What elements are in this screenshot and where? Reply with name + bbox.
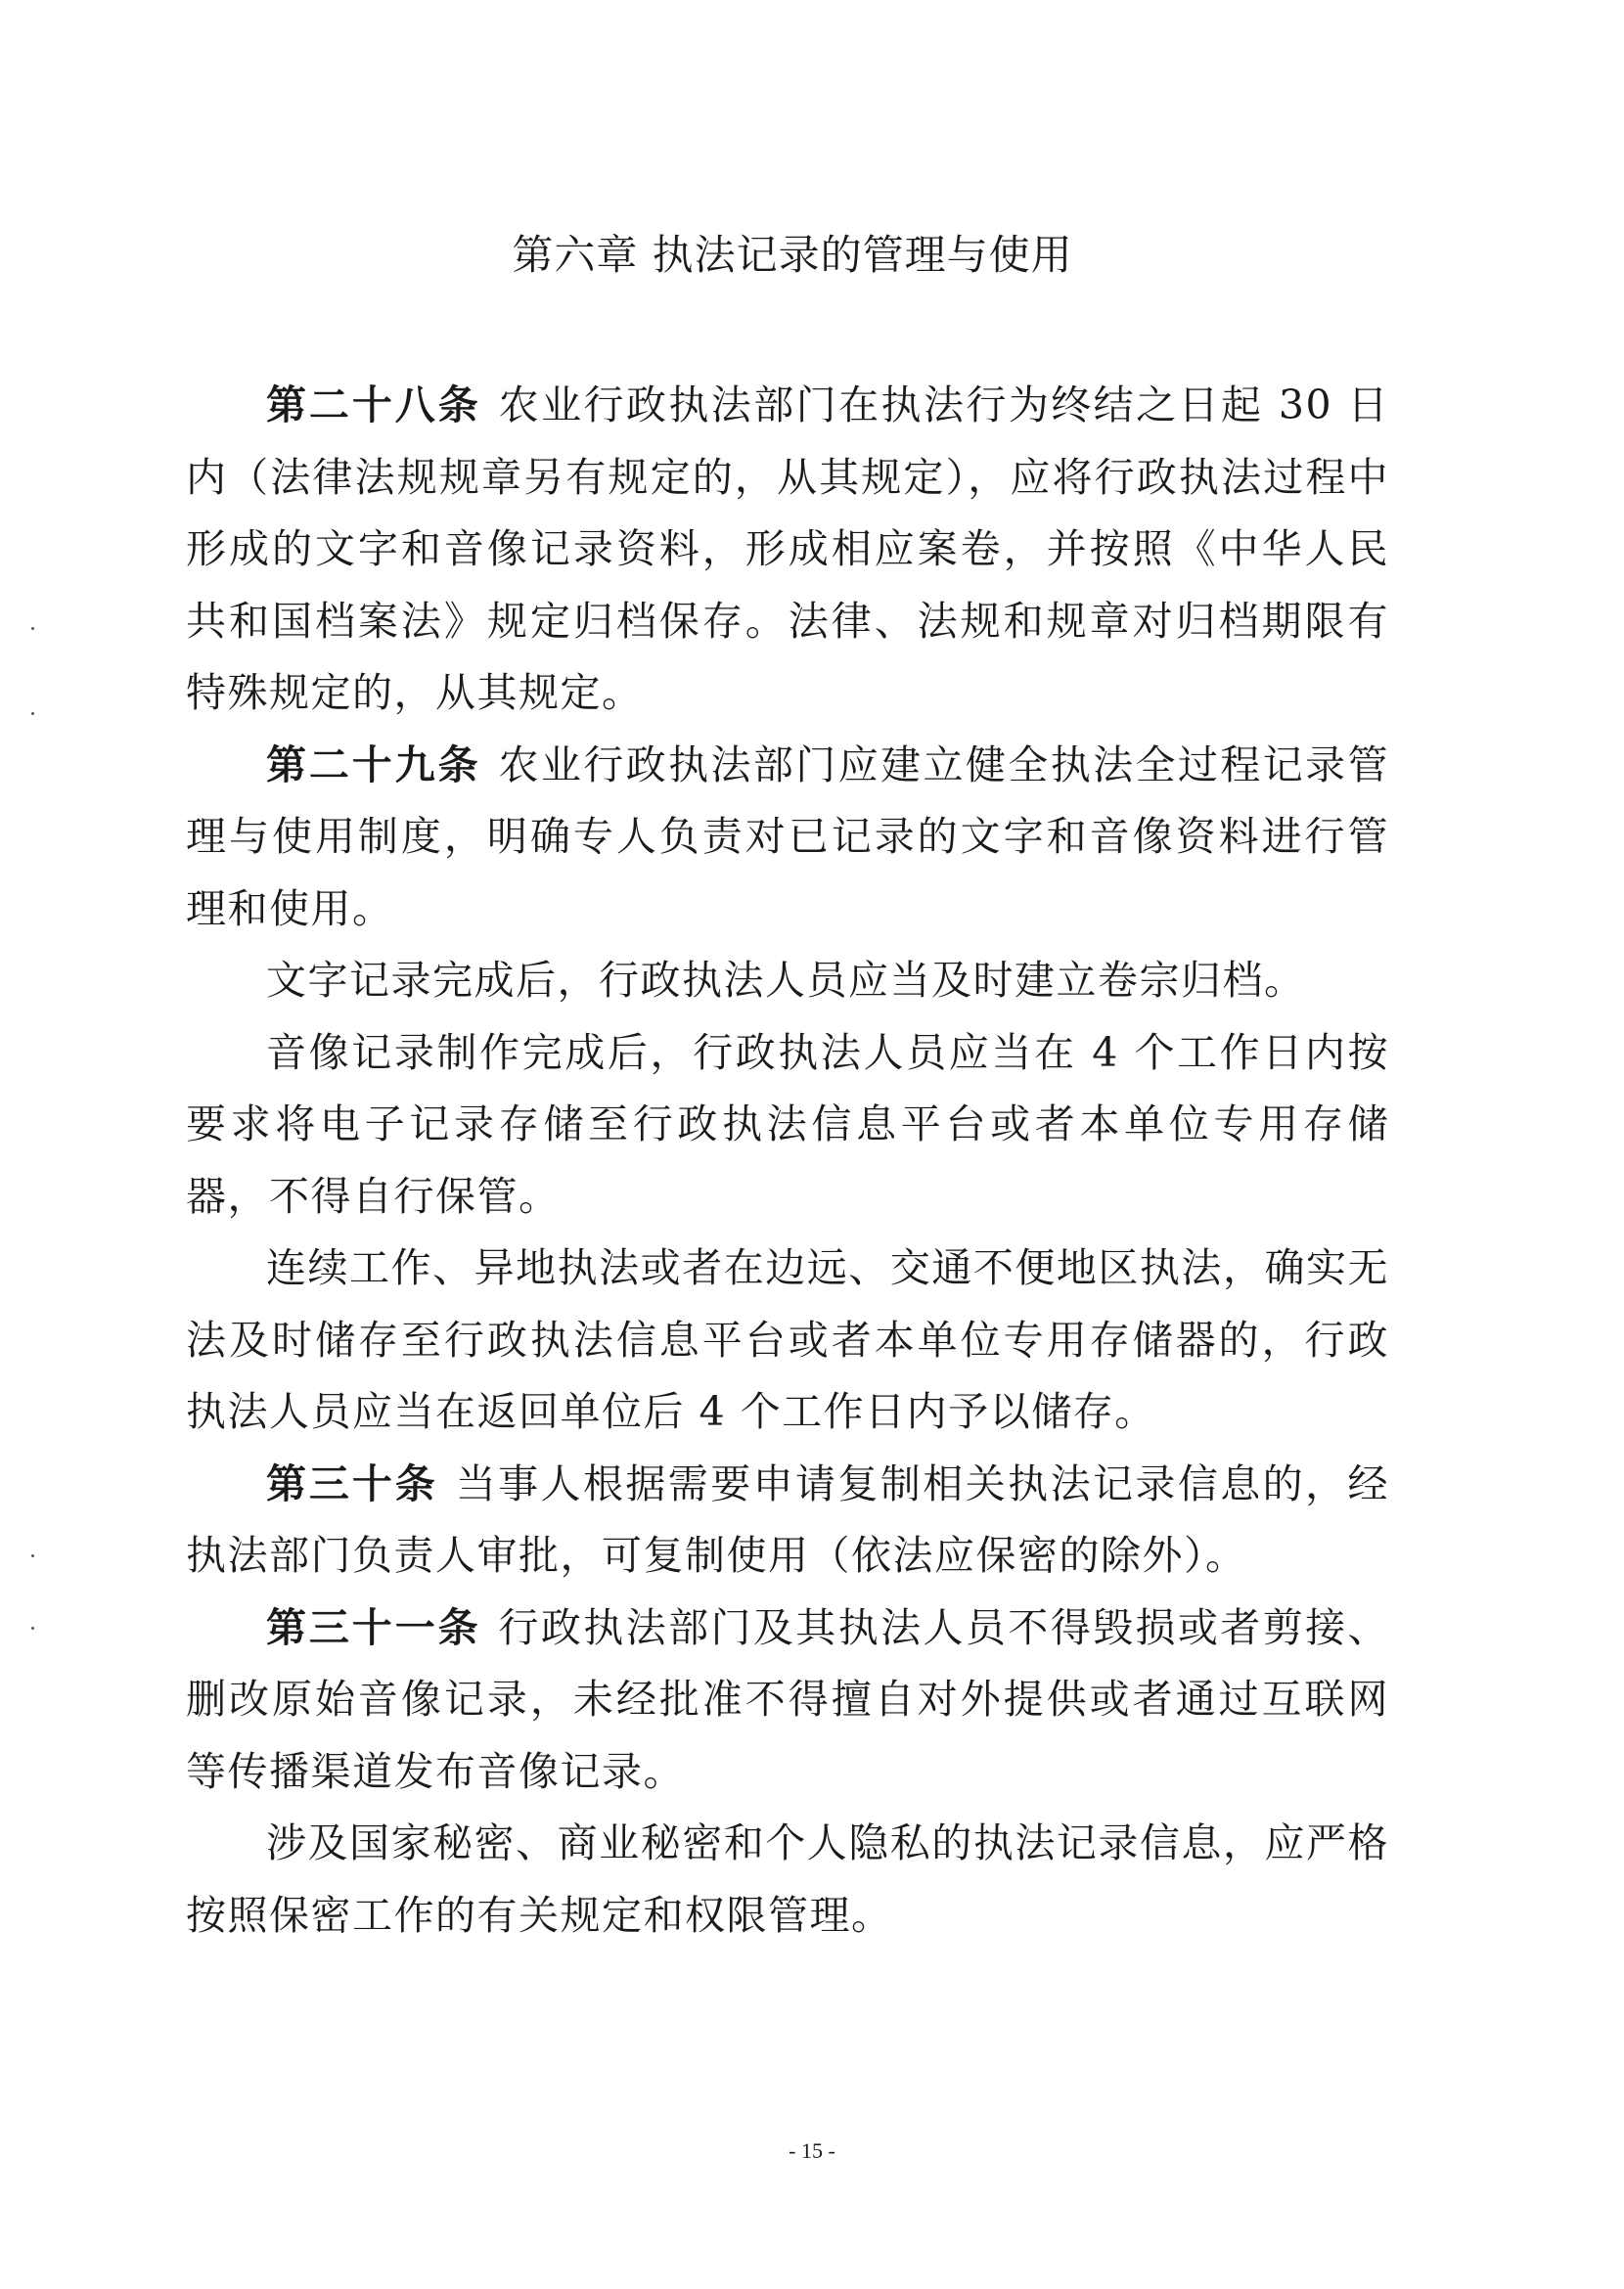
paragraph-article-30 <box>186 1449 1389 1593</box>
article-number: 第三十一条 <box>266 1603 481 1651</box>
paragraph-text: 音像记录制作完成后，行政执法人员应当在 4 个工作日内按要求将电子记录存储至行政执法信息平台或者本单位专用存储器，不得自行保管。 <box>186 1028 1389 1220</box>
margin-mark <box>31 1554 34 1557</box>
chapter-title: 第六章 执法记录的管理与使用 <box>512 231 1073 279</box>
paragraph-text: 文字记录完成后，行政执法人员应当及时建立卷宗归档。 <box>266 957 1306 1004</box>
paragraph-text: 农业行政执法部门应建立健全执法全过程记录管理与使用制度，明确专人负责对已记录的文字和音像资料进行管理和使用。 <box>186 741 1389 932</box>
paragraph-article-29 <box>186 730 1389 946</box>
paragraph-text: 连续工作、异地执法或者在边远、交通不便地区执法，确实无法及时储存至行政执法信息平台或者本单位专用存储器的，行政执法人员应当在返回单位后 4 个工作日内予以储存。 <box>186 1244 1389 1435</box>
paragraph-text: 农业行政执法部门在执法行为终结之日起 30 日内（法律法规规章另有规定的，从其规定），应将行政执法过程中形成的文字和音像记录资料，形成相应案卷，并按照《中华人民共和国档案法》规定归档保存。法律、法规和规章对归档期限有特殊规定的，从其规定。 <box>186 382 1390 716</box>
paragraph <box>186 1808 1389 1952</box>
margin-mark <box>31 712 34 715</box>
paragraph-article-28 <box>186 370 1389 730</box>
page-number: - 15 - <box>789 2138 835 2163</box>
document-body <box>186 370 1389 1952</box>
article-number: 第三十条 <box>266 1459 438 1507</box>
paragraph <box>186 945 1389 1017</box>
article-number: 第二十八条 <box>266 382 481 428</box>
paragraph-text: 涉及国家秘密、商业秘密和个人隐私的执法记录信息，应严格按照保密工作的有关规定和权限管理。 <box>186 1819 1389 1939</box>
margin-mark <box>31 1627 34 1630</box>
margin-mark <box>31 627 34 630</box>
paragraph <box>186 1233 1389 1449</box>
paragraph-article-31 <box>186 1593 1389 1809</box>
paragraph-text: 行政执法部门及其执法人员不得毁损或者剪接、删改原始音像记录，未经批准不得擅自对外提供或者通过互联网等传播渠道发布音像记录。 <box>186 1603 1389 1795</box>
paragraph-text: 当事人根据需要申请复制相关执法记录信息的，经执法部门负责人审批，可复制使用（依法应保密的除外）。 <box>186 1459 1390 1579</box>
paragraph <box>186 1017 1389 1234</box>
article-number: 第二十九条 <box>266 741 481 788</box>
